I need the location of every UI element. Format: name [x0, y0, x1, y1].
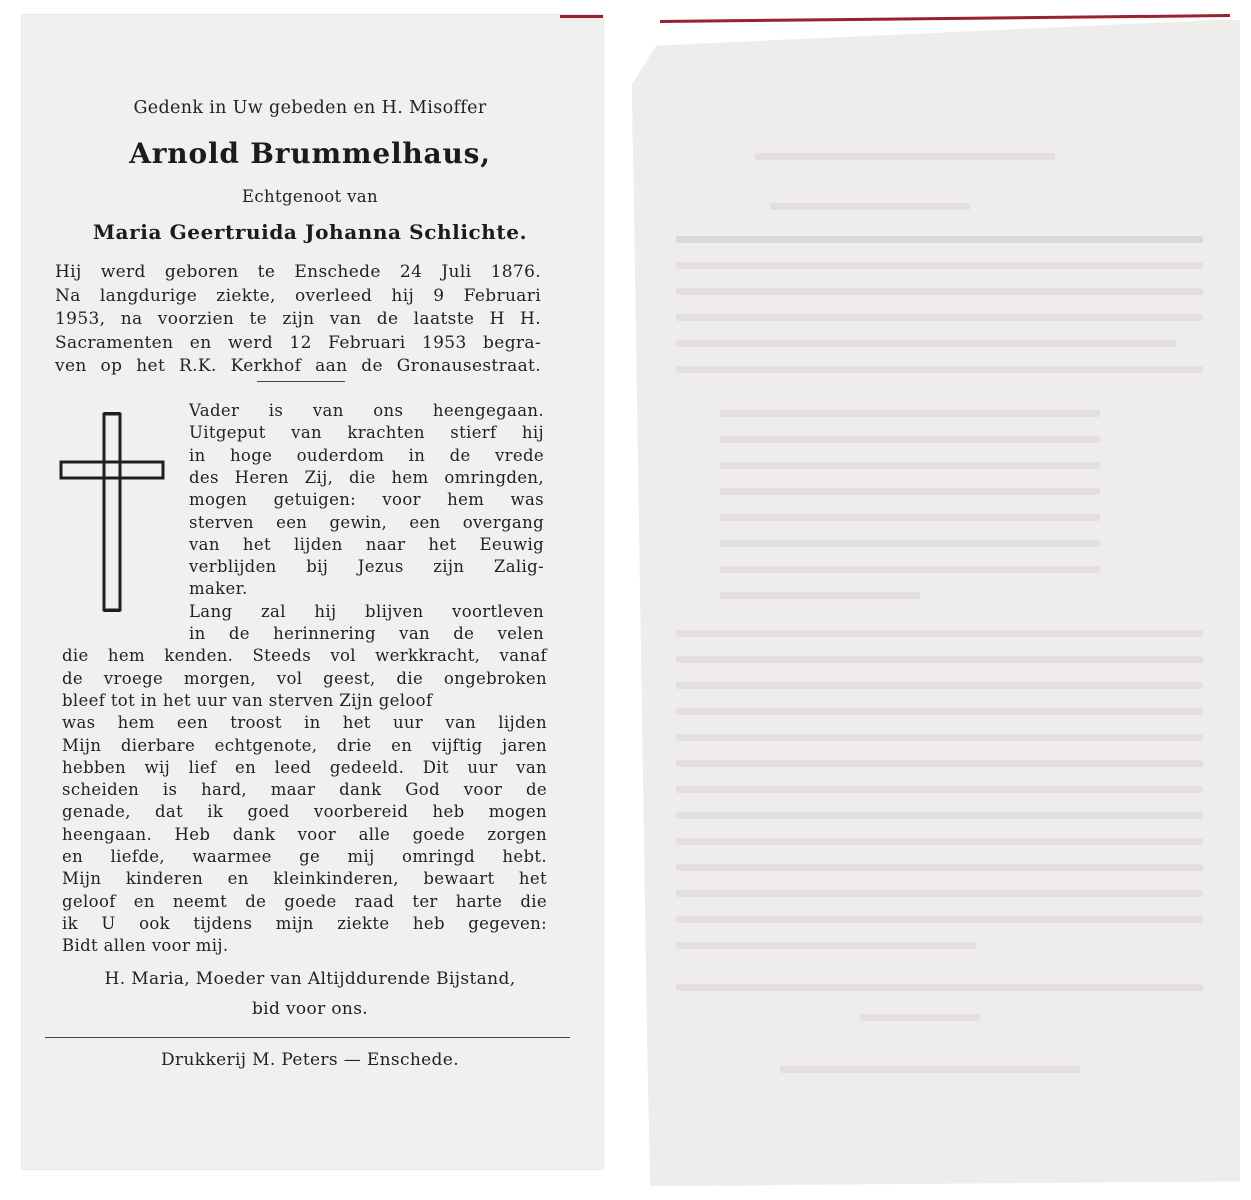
bio-line: Sacramenten en werd 12 Februari 1953 begra- [55, 332, 541, 353]
relation-line: Echtgenoot van [242, 187, 378, 206]
verse-line: die hem kenden. Steeds vol werkkracht, vanaf [62, 646, 547, 666]
bio-line: Na langdurige ziekte, overleed hij 9 Februari [55, 285, 541, 306]
verse-line: de vroege morgen, vol geest, die ongebroken [62, 668, 547, 688]
verse-line: was hem een troost in het uur van lijden [62, 713, 547, 733]
bio-line: Hij werd geboren te Enschede 24 Juli 1876. [55, 262, 541, 282]
verse-line: Uitgeput van krachten stierf hij [189, 423, 544, 443]
verse-line: des Heren Zij, die hem omringden, [189, 467, 544, 487]
verse-line: sterven een gewin, een overgang [189, 512, 544, 532]
divider-short [257, 381, 345, 382]
verse-line: Lang zal hij blijven voortleven [189, 601, 544, 621]
printer-line: Drukkerij M. Peters — Enschede. [161, 1050, 459, 1070]
verse-line: verblijden bij Jezus zijn Zalig- [189, 557, 544, 577]
cross-icon [58, 412, 168, 614]
verse-line: in hoge ouderdom in de vrede [189, 445, 544, 465]
verse-line: Vader is van ons heengegaan. [189, 401, 544, 420]
front-card-red-edge [560, 15, 603, 18]
back-card-red-edge [660, 14, 1230, 23]
verse-line: Bidt allen voor mij. [62, 936, 229, 956]
verse-line: hebben wij lief en leed gedeeld. Dit uur van [62, 757, 547, 777]
bio-line: 1953, na voorzien te zijn van de laatste H H. [55, 309, 541, 329]
verse-line: in de herinnering van de velen [189, 624, 544, 643]
deceased-name: Arnold Brummelhaus, [129, 137, 491, 170]
prayer-line-1: H. Maria, Moeder van Altijddurende Bijstand, [104, 969, 516, 989]
verse-line: mogen getuigen: voor hem was [189, 490, 544, 510]
spouse-name: Maria Geertruida Johanna Schlichte. [92, 220, 528, 244]
verse-line: scheiden is hard, maar dank God voor de [62, 780, 547, 800]
intro-line: Gedenk in Uw gebeden en H. Misoffer [133, 98, 487, 118]
verse-line: en liefde, waarmee ge mij omringd hebt. [62, 847, 547, 866]
divider-long [45, 1037, 570, 1038]
prayer-line-2: bid voor ons. [251, 999, 369, 1019]
verse-line: van het lijden naar het Eeuwig [189, 534, 544, 554]
verse-line: Mijn dierbare echtgenote, drie en vijftig jaren [62, 735, 547, 755]
verse-line: genade, dat ik goed voorbereid heb mogen [62, 802, 547, 822]
verse-line: ik U ook tijdens mijn ziekte heb gegeven: [62, 913, 547, 933]
prayer-card-back [632, 20, 1240, 1186]
bio-line: ven op het R.K. Kerkhof aan de Gronausestraat. [55, 356, 541, 376]
verse-line: Mijn kinderen en kleinkinderen, bewaart het [62, 869, 547, 889]
verse-line: maker. [189, 579, 248, 599]
verse-line: geloof en neemt de goede raad ter harte die [62, 891, 547, 911]
verse-line: bleef tot in het uur van sterven Zijn geloof [62, 690, 433, 710]
verse-line: heengaan. Heb dank voor alle goede zorgen [62, 824, 547, 844]
